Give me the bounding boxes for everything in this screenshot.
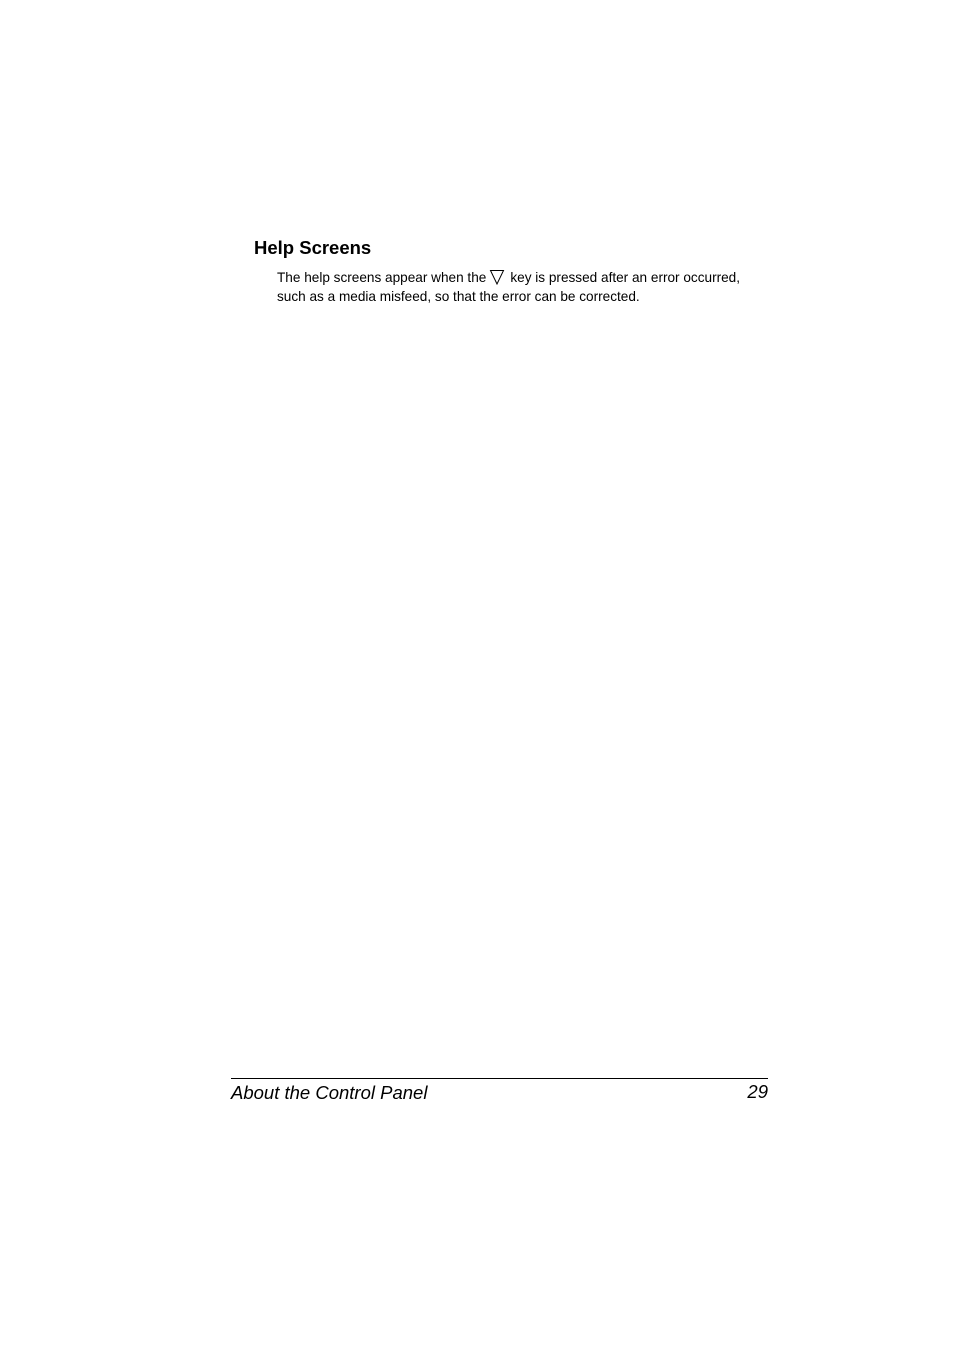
help-screens-paragraph (277, 269, 797, 306)
paragraph-text-before-icon: The help screens appear when the (277, 270, 487, 285)
paragraph-line-2: such as a media misfeed, so that the error can be corrected. (277, 288, 640, 304)
footer-chapter-title: About the Control Panel (231, 1082, 428, 1103)
down-triangle-key-icon (489, 269, 505, 285)
footer-page-number: 29 (747, 1081, 768, 1102)
paragraph-line-1 (277, 269, 797, 288)
paragraph-text-after-icon: key is pressed after an error occurred, (510, 270, 741, 285)
section-heading: Help Screens (254, 237, 372, 258)
footer-divider (231, 1078, 768, 1079)
